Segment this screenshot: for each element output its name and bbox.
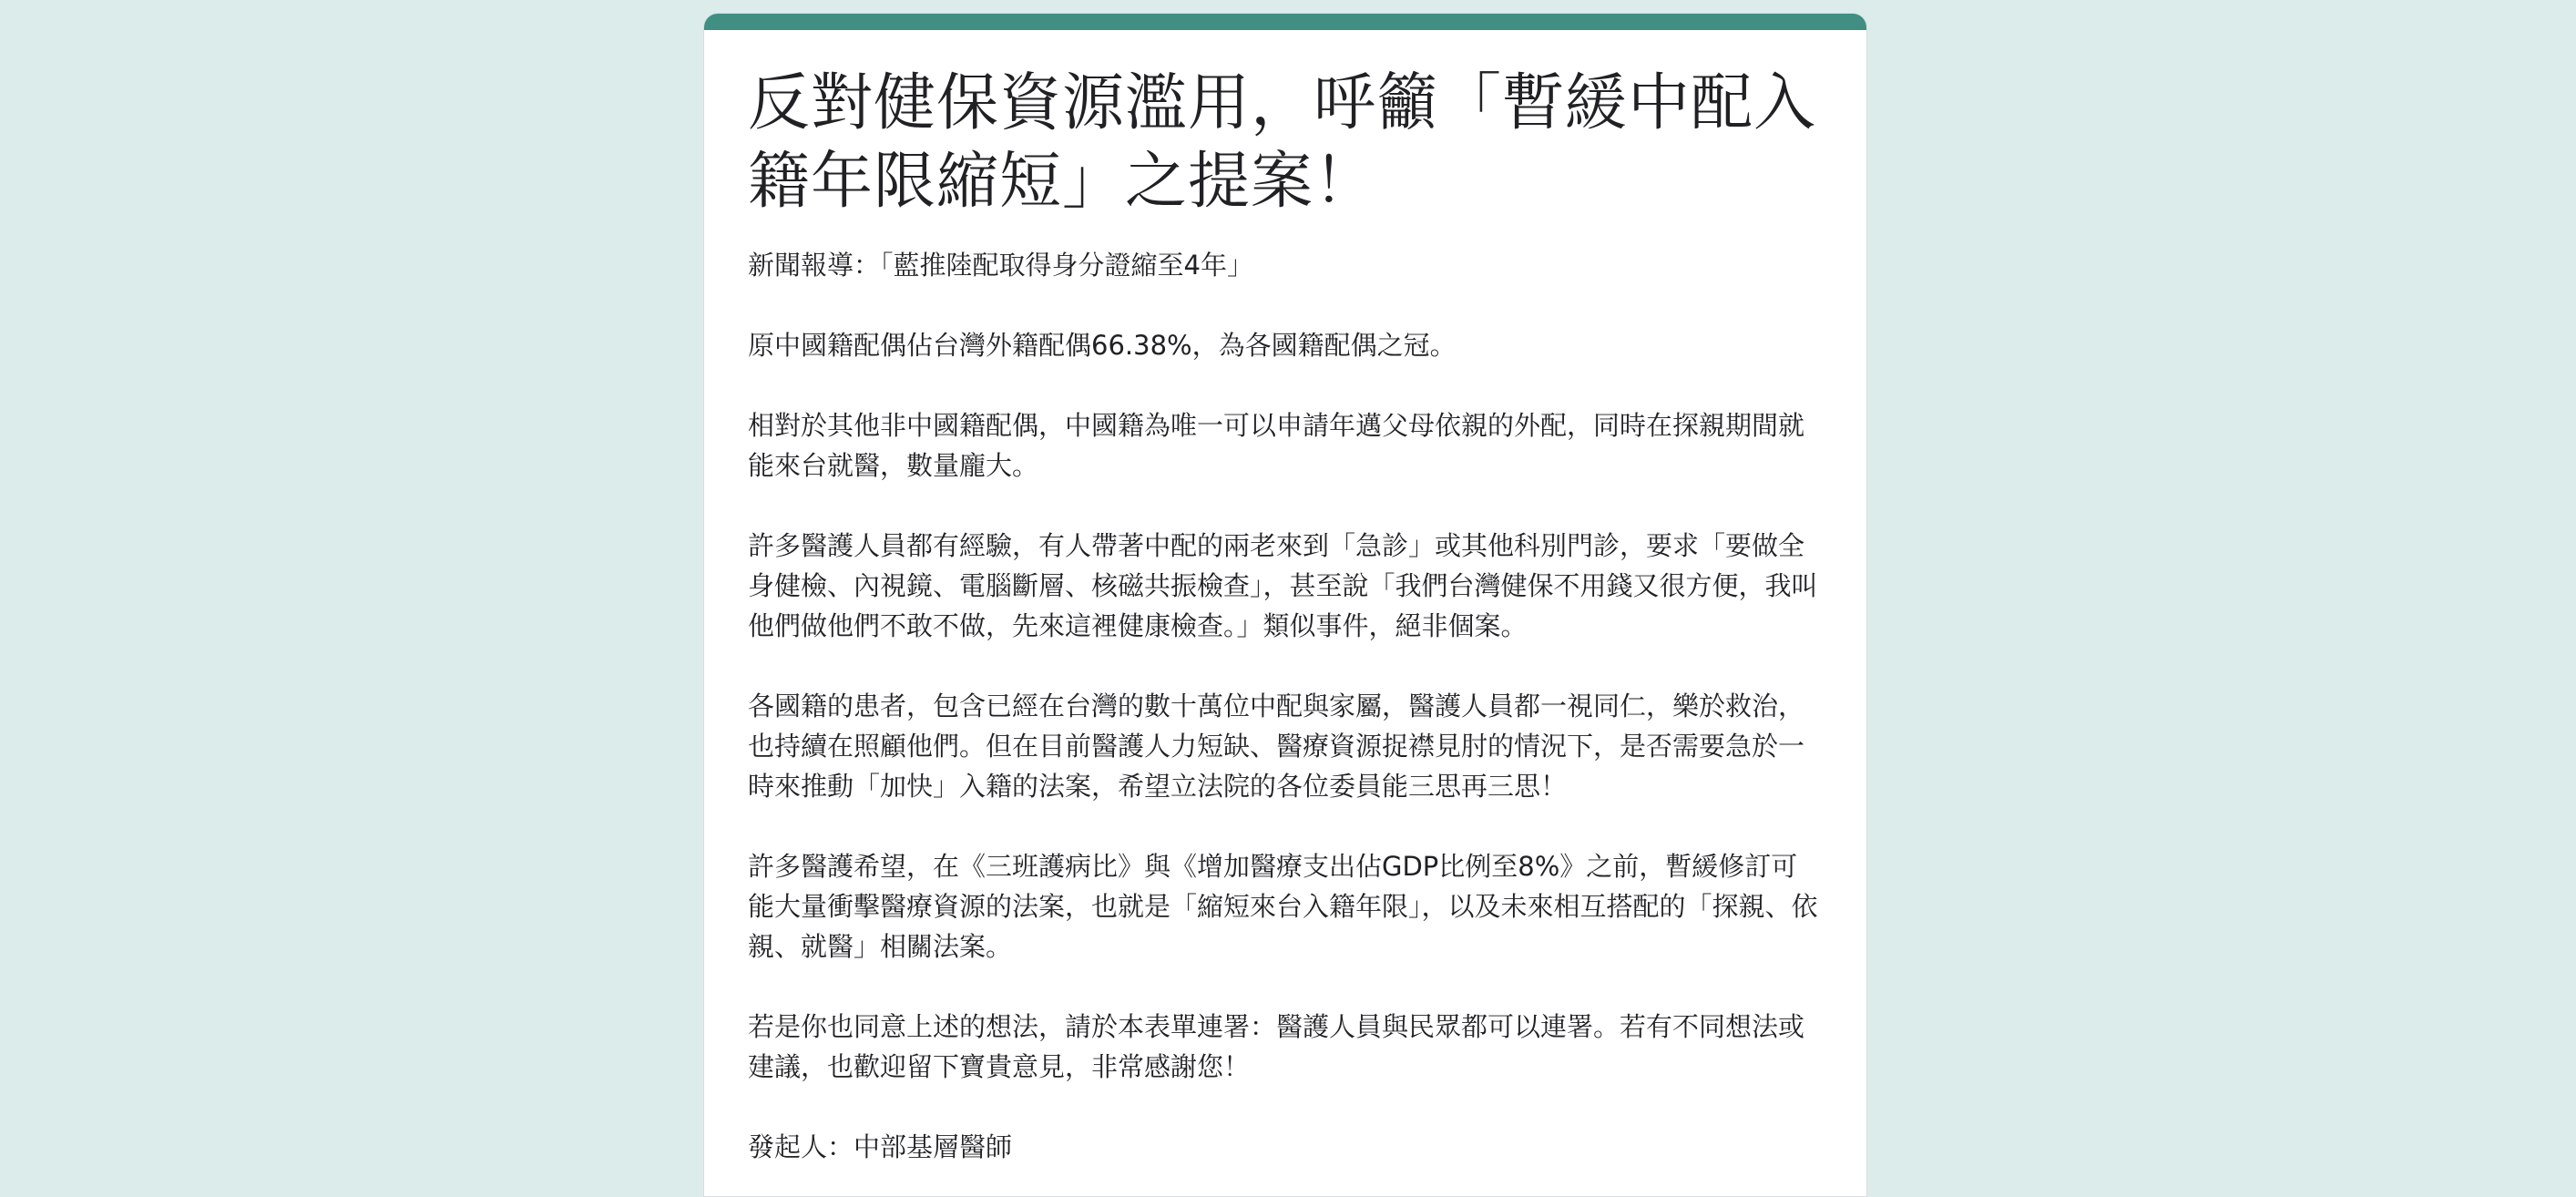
description-news-report: 新聞報導：「藍推陸配取得身分證縮至4年」 [748, 250, 1253, 281]
form-title: 反對健保資源濫用，呼籲「暫緩中配入籍年限縮短」之提案！ [748, 67, 1817, 218]
description-call-to-action: 若是你也同意上述的想法，請於本表單連署：醫護人員與民眾都可以連署。若有不同想法或建議，也歡迎留下寶貴意見，非常感謝您！ [748, 1011, 1805, 1082]
form-header-content [704, 30, 1866, 1167]
description-initiator: 發起人：中部基層醫師 [748, 1131, 1013, 1162]
form-description [748, 245, 1823, 1167]
form-header-card [703, 13, 1867, 1197]
description-statistics: 原中國籍配偶佔台灣外籍配偶66.38%，為各國籍配偶之冠。 [748, 330, 1457, 361]
description-concern: 各國籍的患者，包含已經在台灣的數十萬位中配與家屬，醫護人員都一視同仁，樂於救治，也持續在照顧他們。但在目前醫護人力短缺、醫療資源捉襟見肘的情況下，是否需要急於一時來推動「加快」入籍的法案，希望立法院的各位委員能三思再三思！ [748, 691, 1805, 802]
description-comparison: 相對於其他非中國籍配偶，中國籍為唯一可以申請年邁父母依親的外配，同時在探親期間就能來台就醫，數量龐大。 [748, 410, 1805, 481]
description-experience: 許多醫護人員都有經驗，有人帶著中配的兩老來到「急診」或其他科別門診，要求「要做全身健檢、內視鏡、電腦斷層、核磁共振檢查」，甚至說「我們台灣健保不用錢又很方便，我叫他們做他們不敢不做，先來這裡健康檢查。」類似事件，絕非個案。 [748, 530, 1818, 641]
description-proposal: 許多醫護希望，在《三班護病比》與《增加醫療支出佔GDP比例至8%》之前，暫緩修訂可能大量衝擊醫療資源的法案，也就是「縮短來台入籍年限」，以及未來相互搭配的「探親、依親、就醫」相關法案。 [748, 851, 1818, 962]
accent-bar [704, 14, 1866, 30]
